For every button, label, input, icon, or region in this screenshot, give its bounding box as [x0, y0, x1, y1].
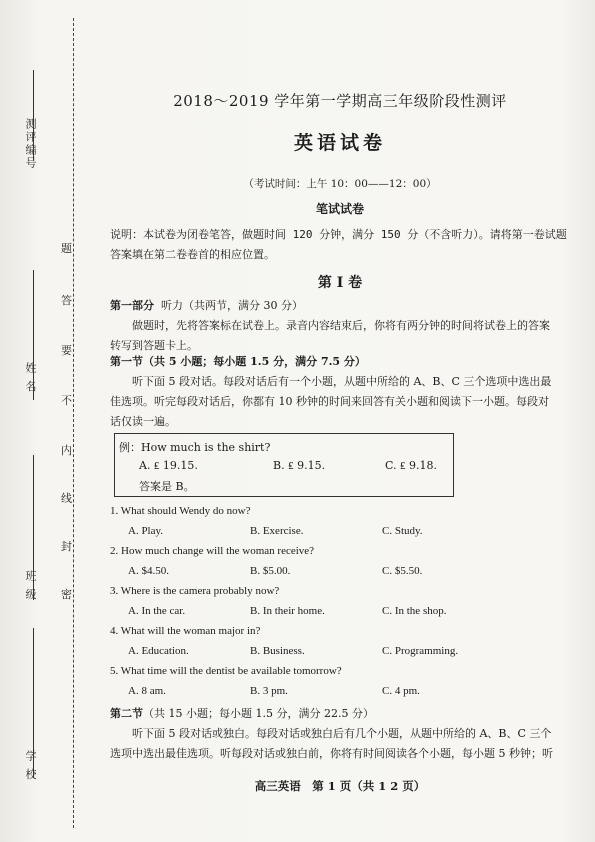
seal-char: 不 — [61, 394, 72, 407]
part1-heading — [110, 296, 580, 316]
instructions-line: 说明：本试卷为闭卷笔答，做题时间 120 分钟，满分 150 分（不含听力）。请将第一卷试题 — [110, 228, 567, 241]
option-c: C. $5.50. — [382, 565, 423, 577]
option-c: C. Study. — [382, 525, 423, 537]
seal-char: 封 — [61, 540, 72, 553]
question: 3. Where is the camera probably now? — [110, 585, 280, 597]
seal-char: 密 — [61, 588, 72, 601]
question: 4. What will the woman major in? — [110, 625, 261, 637]
option-a: A. Education. — [128, 645, 189, 657]
question: 2. How much change will the woman receive? — [110, 545, 315, 557]
instructions — [110, 225, 575, 265]
option-b: B. Exercise. — [250, 525, 304, 537]
seal-char: 答 — [61, 294, 72, 307]
option-a: A. In the car. — [128, 605, 186, 617]
option-b: B. In their home. — [250, 605, 325, 617]
section2-heading — [110, 704, 580, 724]
example-option-a: A. ₤ 19.15. — [139, 459, 198, 472]
school-label: 学 校 — [24, 750, 37, 782]
section2-instruction: 听下面 5 段对话或独白。每段对话或独白后有几个小题，从题中所给的 A、B、C 三个 — [132, 727, 552, 740]
example-answer: 答案是 B。 — [139, 480, 195, 493]
question: 5. What time will the dentist be available tomorrow? — [110, 665, 342, 677]
part1-instruction: 转写到答题卡上。 — [110, 339, 198, 352]
binding-strip — [0, 0, 100, 842]
exam-title: 2018～2019 学年第一学期高三年级阶段性测评 — [173, 92, 507, 110]
example-box — [114, 433, 454, 497]
part1-heading-bold: 第一部分 — [110, 299, 154, 312]
option-a: A. $4.50. — [128, 565, 169, 577]
section1-instruction: 听下面 5 段对话。每段对话后有一个小题，从题中所给的 A、B、C 三个选项中选出最 — [132, 375, 552, 388]
school-line — [33, 628, 34, 778]
page-footer: 高三英语 第 1 页（共 1 2 页） — [254, 779, 426, 793]
section2-heading-rest: （共 15 小题；每小题 1.5 分，满分 22.5 分） — [143, 707, 374, 720]
example-option-b: B. ₤ 9.15. — [273, 459, 326, 472]
class-label: 班 级 — [24, 570, 37, 602]
option-a: A. 8 am. — [128, 685, 166, 697]
exam-time: （考试时间：上午 10：00——12：00） — [243, 178, 437, 190]
option-c: C. 4 pm. — [382, 685, 420, 697]
section2-instruction: 选项中选出最佳选项。听每段对话或独白前，你将有时间阅读各个小题，每小题 5 秒钟；听 — [110, 747, 553, 760]
section1-instruction: 佳选项。听完每段对话后，你都有 10 秒钟的时间来回答有关小题和阅读下一小题。每段对 — [110, 395, 549, 408]
class-line — [33, 455, 34, 600]
seal-char: 要 — [61, 344, 72, 357]
seal-line — [73, 18, 74, 828]
example-option-c: C. ₤ 9.18. — [385, 459, 438, 472]
seal-char: 内 — [61, 444, 72, 457]
section1-heading: 第一节（共 5 小题；每小题 1.5 分，满分 7.5 分） — [110, 355, 366, 368]
seal-char: 线 — [61, 492, 72, 505]
name-label: 姓 名 — [24, 362, 37, 394]
volume-title: 第 Ⅰ 卷 — [317, 275, 363, 291]
section1-instruction: 话仅读一遍。 — [110, 415, 176, 428]
option-b: B. 3 pm. — [250, 685, 288, 697]
option-b: B. $5.00. — [250, 565, 291, 577]
name-line — [33, 270, 34, 400]
option-c: C. In the shop. — [382, 605, 447, 617]
question: 1. What should Wendy do now? — [110, 505, 251, 517]
part1-heading-rest: 听力（共两节，满分 30 分） — [161, 299, 303, 312]
option-a: A. Play. — [128, 525, 164, 537]
option-b: B. Business. — [250, 645, 305, 657]
seal-char: 题 — [61, 242, 72, 255]
part1-instruction: 做题时，先将答案标在试卷上。录音内容结束后，你将有两分钟的时间将试卷上的答案 — [132, 319, 550, 332]
exam-number-label: 测评编号 — [24, 118, 37, 170]
exam-number-line — [33, 70, 34, 160]
example-question: 例：How much is the shirt? — [119, 441, 271, 454]
section-title: 笔试试卷 — [315, 202, 364, 216]
option-c: C. Programming. — [382, 645, 459, 657]
instructions-line: 答案填在第二卷卷首的相应位置。 — [110, 248, 275, 261]
exam-subject: 英语试卷 — [293, 132, 386, 154]
section2-heading-bold: 第二节 — [110, 707, 143, 720]
